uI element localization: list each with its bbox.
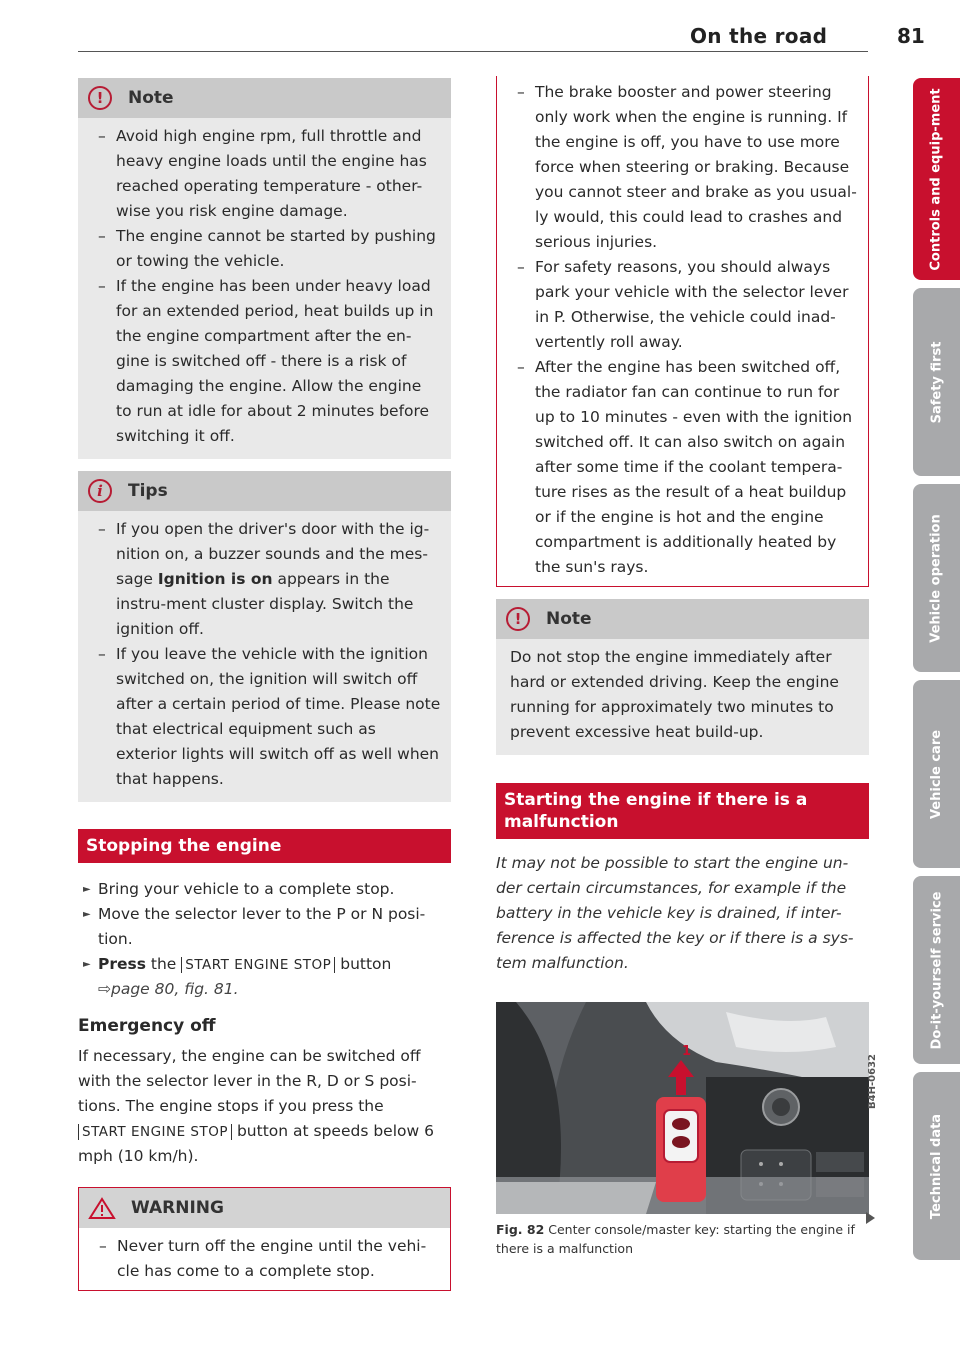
warning-body: [79, 1228, 450, 1290]
caption-text: Center console/master key: starting the engine if there is a malfunction: [496, 1222, 855, 1256]
warning-triangle-icon: [89, 1197, 115, 1219]
step-item: [80, 877, 451, 902]
ignition-message: Ignition is on: [157, 570, 273, 588]
step-text: the: [150, 955, 177, 973]
note-header: [496, 599, 869, 639]
tab-vehicle-care[interactable]: [913, 680, 960, 868]
step-text: Bring your vehicle to a complete stop.: [98, 880, 395, 898]
tab-vehicle-operation[interactable]: [913, 484, 960, 672]
step-item: [80, 952, 451, 1002]
tips-title: Tips: [128, 481, 168, 501]
start-stop-key: START ENGINE STOP: [181, 957, 335, 973]
continue-arrow-icon: [866, 1212, 875, 1224]
chapter-tabs: [913, 78, 960, 1268]
info-icon: i: [88, 479, 112, 503]
list-item: – If the engine has been under heavy load for an extended period, heat builds up in the engine compartment after the en-gine is switched off - there is a risk of damaging the engine. Allow the engine to run at idle for about 2 minutes before switching it off.: [88, 274, 441, 449]
figure-caption: [496, 1220, 869, 1258]
tab-controls[interactable]: [913, 78, 960, 280]
note-box: [496, 599, 869, 755]
note-title: Note: [546, 609, 592, 629]
console-illustration: [496, 1002, 869, 1214]
note-title: Note: [128, 88, 174, 108]
section-heading-malfunction: Starting the engine if there is a malfunction: [496, 783, 869, 839]
note-text: Do not stop the engine immediately after hard or extended driving. Keep the engine running for approximately two minutes to prevent excessive heat build-up.: [510, 648, 839, 741]
tab-label: Safety first: [929, 341, 945, 423]
list-item: – The engine cannot be started by pushing or towing the vehicle.: [88, 224, 441, 274]
tab-label: Technical data: [929, 1113, 944, 1219]
note-header: [78, 78, 451, 118]
tab-technical-data[interactable]: [913, 1072, 960, 1260]
figure-marker: 1: [682, 1044, 692, 1059]
step-item: [80, 902, 451, 952]
list-item: – If you leave the vehicle with the ignition switched on, the ignition will switch off after a certain period of time. Please note that electrical equipment such as exterior lights will switch off as well when that happens.: [88, 642, 441, 792]
start-stop-key: START ENGINE STOP: [78, 1124, 232, 1140]
step-text: button: [340, 955, 392, 973]
page-reference-link[interactable]: ⇨page 80, fig. 81.: [98, 980, 239, 998]
list-item: – Avoid high engine rpm, full throttle and heavy engine loads until the engine has reached operating temperature - other-wise you risk engine damage.: [88, 124, 441, 224]
warning-continued: [496, 76, 869, 587]
note-body: [78, 118, 451, 459]
tab-do-it-yourself[interactable]: [913, 876, 960, 1064]
warning-box: [78, 1187, 451, 1291]
step-press: Press: [98, 955, 146, 973]
note-box: [78, 78, 451, 459]
left-column: [78, 78, 451, 1291]
tab-label: Vehicle care: [929, 729, 944, 819]
figure-console-image: [496, 1002, 878, 1214]
note-body: [496, 639, 869, 755]
list-item: – For safety reasons, you should always park your vehicle with the selector lever in P. Otherwise, the vehicle could inad-vertently roll away.: [507, 255, 858, 355]
warning-title: WARNING: [131, 1198, 224, 1218]
figure-label: Fig. 82: [496, 1222, 545, 1237]
header-divider: [78, 51, 868, 52]
tab-label: Controls and equip-ment: [929, 87, 945, 271]
tab-label: Vehicle operation: [929, 513, 945, 643]
emergency-heading: Emergency off: [78, 1016, 216, 1036]
tips-text: appears in the instru-ment cluster display. Switch the ignition off.: [116, 570, 414, 638]
tips-text: If you open the driver's door with the ig-nition on, a buzzer sounds and the mes-sage: [116, 520, 430, 588]
step-arrow-icon: ►: [83, 909, 91, 920]
figure-code: B4H-0632: [867, 1054, 878, 1109]
list-item: – The brake booster and power steering only work when the engine is running. If the engine is off, you have to use more force when steering or braking. Because you cannot steer and brake as you usual-ly would, this could lead to crashes and serious injuries.: [507, 80, 858, 255]
warning-header: [79, 1188, 450, 1228]
section-heading-stopping: Stopping the engine: [78, 829, 451, 863]
stopping-steps: [78, 877, 451, 1002]
step-arrow-icon: ►: [83, 959, 91, 970]
running-header-title: On the road: [690, 24, 828, 48]
step-text: Move the selector lever to the P or N posi-tion.: [98, 905, 426, 948]
tips-body: [78, 511, 451, 802]
emergency-text-a: If necessary, the engine can be switched off with the selector lever in the R, D or S posi-tions. The engine stops if you press the: [78, 1047, 421, 1115]
list-item: – After the engine has been switched off, the radiator fan can continue to run for up to 10 minutes - even with the ignition switched off. It can also switch on again after some time if the coolant tempera-ture rises as the result of a heat buildup or if the engine is hot and the engine compartment is additionally heated by the sun's rays.: [507, 355, 858, 580]
tab-safety[interactable]: [913, 288, 960, 476]
malfunction-intro: It may not be possible to start the engine un-der certain circumstances, for example if the battery in the vehicle key is drained, if inter-ference is affected the key or if there is a sys-tem malfunction.: [496, 854, 854, 972]
emergency-text: [78, 1044, 451, 1169]
page-number: 81: [897, 24, 925, 48]
list-item: – Never turn off the engine until the vehi-cle has come to a complete stop.: [89, 1234, 440, 1284]
note-icon: !: [88, 86, 112, 110]
list-item: [88, 517, 441, 642]
note-icon: !: [506, 607, 530, 631]
emergency-text-b: button at speeds below 6 mph (10 km/h).: [78, 1122, 434, 1165]
step-arrow-icon: ►: [83, 884, 91, 895]
tips-header: [78, 471, 451, 511]
tips-box: [78, 471, 451, 802]
right-column: [496, 76, 878, 1258]
tab-label: Do-it-yourself service: [929, 891, 944, 1049]
